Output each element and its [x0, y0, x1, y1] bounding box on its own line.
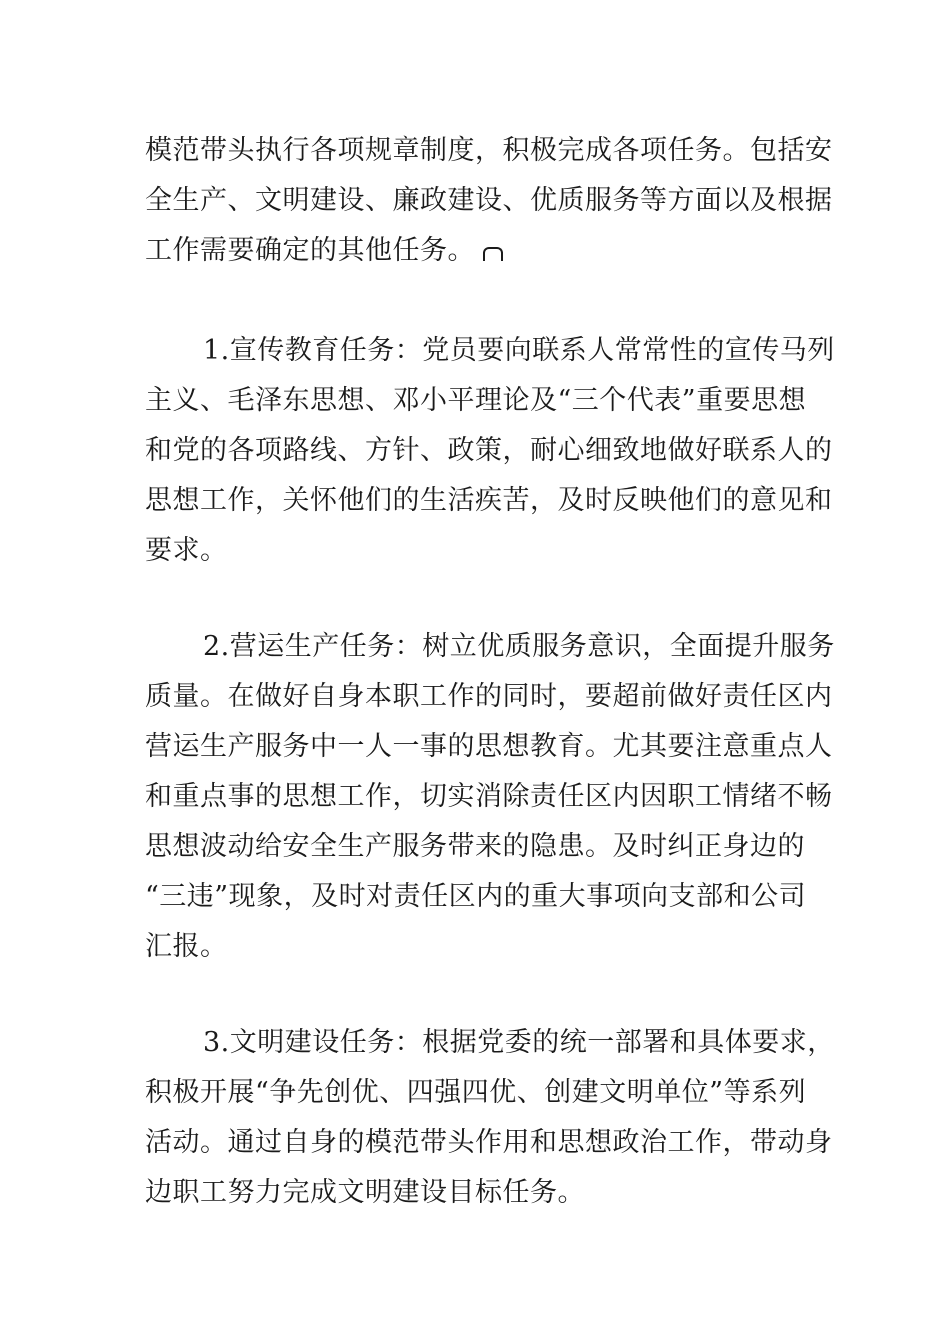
text-line-content: 工作需要确定的其他任务。 [145, 235, 475, 266]
paragraph-tasks-intro [145, 126, 833, 276]
text-line: 积极开展“争先创优、四强四优、创建文明单位”等系列 [145, 1077, 807, 1108]
text-line: 3.文明建设任务：根据党委的统一部署和具体要求， [203, 1027, 835, 1058]
paragraph-operation-production [145, 622, 835, 972]
text-line: 质量。在做好自身本职工作的同时，要超前做好责任区内 [145, 681, 833, 712]
paragraph-civilization-building [145, 1018, 835, 1218]
text-line: 主义、毛泽东思想、邓小平理论及“三个代表”重要思想 [145, 385, 807, 416]
text-line: 1.宣传教育任务：党员要向联系人常常性的宣传马列 [203, 335, 835, 366]
text-line: 思想工作，关怀他们的生活疾苦，及时反映他们的意见和 [145, 485, 833, 516]
text-line: 2.营运生产任务：树立优质服务意识，全面提升服务 [203, 631, 835, 662]
bracket-mark-icon [483, 247, 503, 261]
text-line: “三违”现象，及时对责任区内的重大事项向支部和公司 [145, 881, 807, 912]
text-line: 全生产、文明建设、廉政建设、优质服务等方面以及根据 [145, 185, 833, 216]
text-line: 活动。通过自身的模范带头作用和思想政治工作，带动身 [145, 1127, 833, 1158]
text-line: 营运生产服务中一人一事的思想教育。尤其要注意重点人 [145, 731, 833, 762]
text-line: 要求。 [145, 535, 228, 566]
text-line: 汇报。 [145, 931, 228, 962]
text-line: 模范带头执行各项规章制度，积极完成各项任务。包括安 [145, 135, 833, 166]
text-line: 和重点事的思想工作，切实消除责任区内因职工情绪不畅 [145, 781, 833, 812]
text-line: 和党的各项路线、方针、政策，耐心细致地做好联系人的 [145, 435, 833, 466]
paragraph-propaganda-education [145, 326, 835, 576]
text-line: 思想波动给安全生产服务带来的隐患。及时纠正身边的 [145, 831, 805, 862]
text-line-last [145, 226, 815, 276]
text-line: 边职工努力完成文明建设目标任务。 [145, 1177, 585, 1208]
